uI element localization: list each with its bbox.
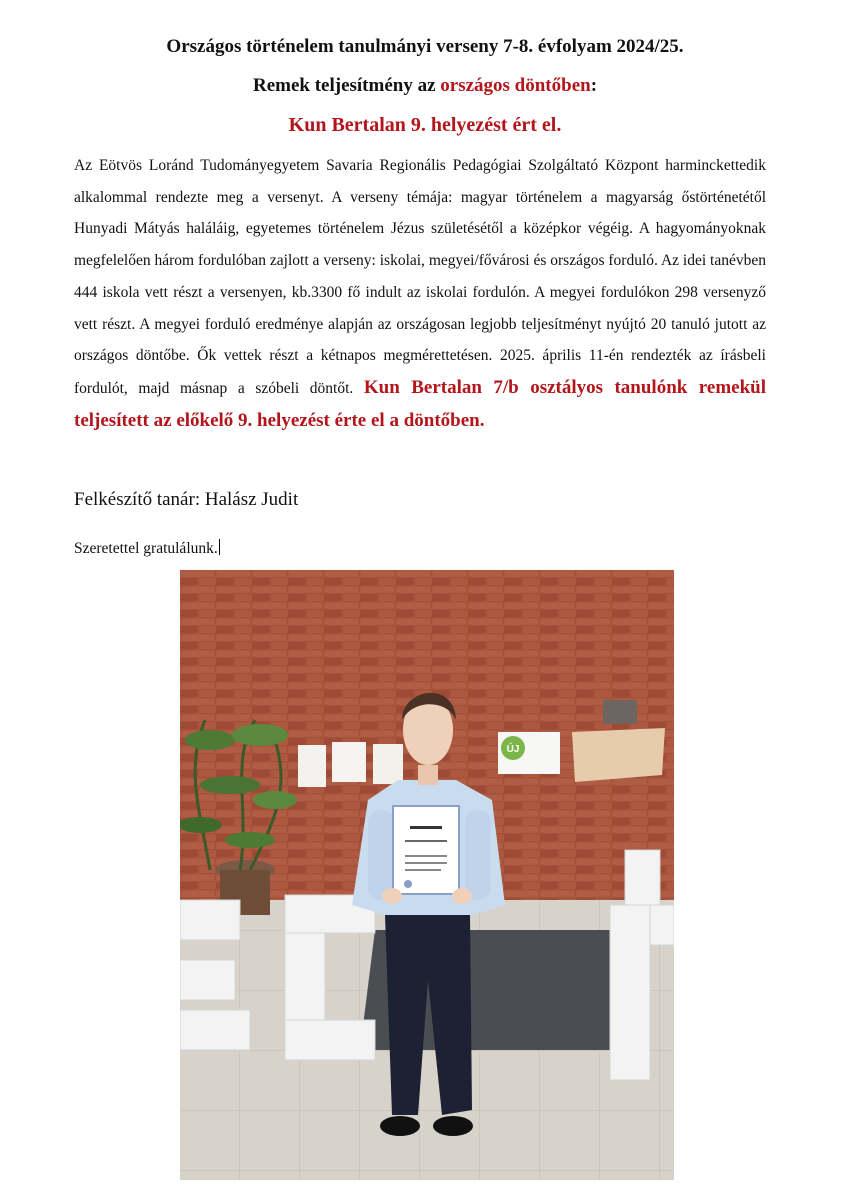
heading-performance-prefix: Remek teljesítmény az	[252, 75, 441, 96]
poster-2	[332, 742, 366, 782]
heading-result: Kun Bertalan 9. helyezést ért el.	[288, 114, 562, 136]
text-cursor	[219, 539, 220, 555]
heading-performance-suffix: :	[590, 75, 598, 96]
closing-text: Szeretettel gratulálunk.	[74, 540, 218, 557]
heading-performance-highlight: országos döntőben	[440, 75, 591, 96]
photo-illustration	[180, 570, 674, 1180]
certificate	[393, 806, 459, 894]
wall-plaque	[603, 700, 637, 724]
body-paragraph	[74, 150, 766, 437]
heading-competition: Országos történelem tanulmányi verseny 7-8. évfolyam 2024/25.	[166, 36, 684, 57]
poster-1	[298, 745, 326, 787]
green-logo-text: ÚJ	[506, 744, 520, 755]
student-photo	[180, 570, 674, 1180]
heading-performance	[0, 75, 850, 97]
teacher-line: Felkészítő tanár: Halász Judit	[74, 489, 299, 510]
map-poster	[572, 728, 665, 782]
poster-3	[373, 744, 403, 784]
body-highlight: Kun Bertalan 7/b osztályos tanulónk remekül teljesített az előkelő 9. helyezést érte el a döntőben.	[74, 376, 766, 431]
body-text: Az Eötvös Loránd Tudományegyetem Savaria Regionális Pedagógiai Szolgáltató Központ harminckettedik alkalommal rendezte meg a versenyt. A verseny témája: magyar történelem a magyarság őstörténetétől Hunyadi Mátyás haláláig, egyetemes történelem Jézus születésétől a középkor végéig. A hagyományoknak megfelelően három fordulóban zajlott a verseny: iskolai, megyei/fővárosi és országos forduló. Az idei tanévben 444 iskola vett részt a versenyen, kb.3300 fő indult az iskolai fordulón. A megyei fordulókon 298 versenyző vett részt. A megyei forduló eredménye alapján az országosan legjobb teljesítményt nyújtó 20 tanuló jutott az országos döntőbe. Ők vettek részt a kétnapos megmérettetésen. 2025. április 11-én rendezték az írásbeli fordulót, majd másnap a szóbeli döntőt.	[74, 157, 766, 397]
closing-line	[74, 539, 220, 558]
